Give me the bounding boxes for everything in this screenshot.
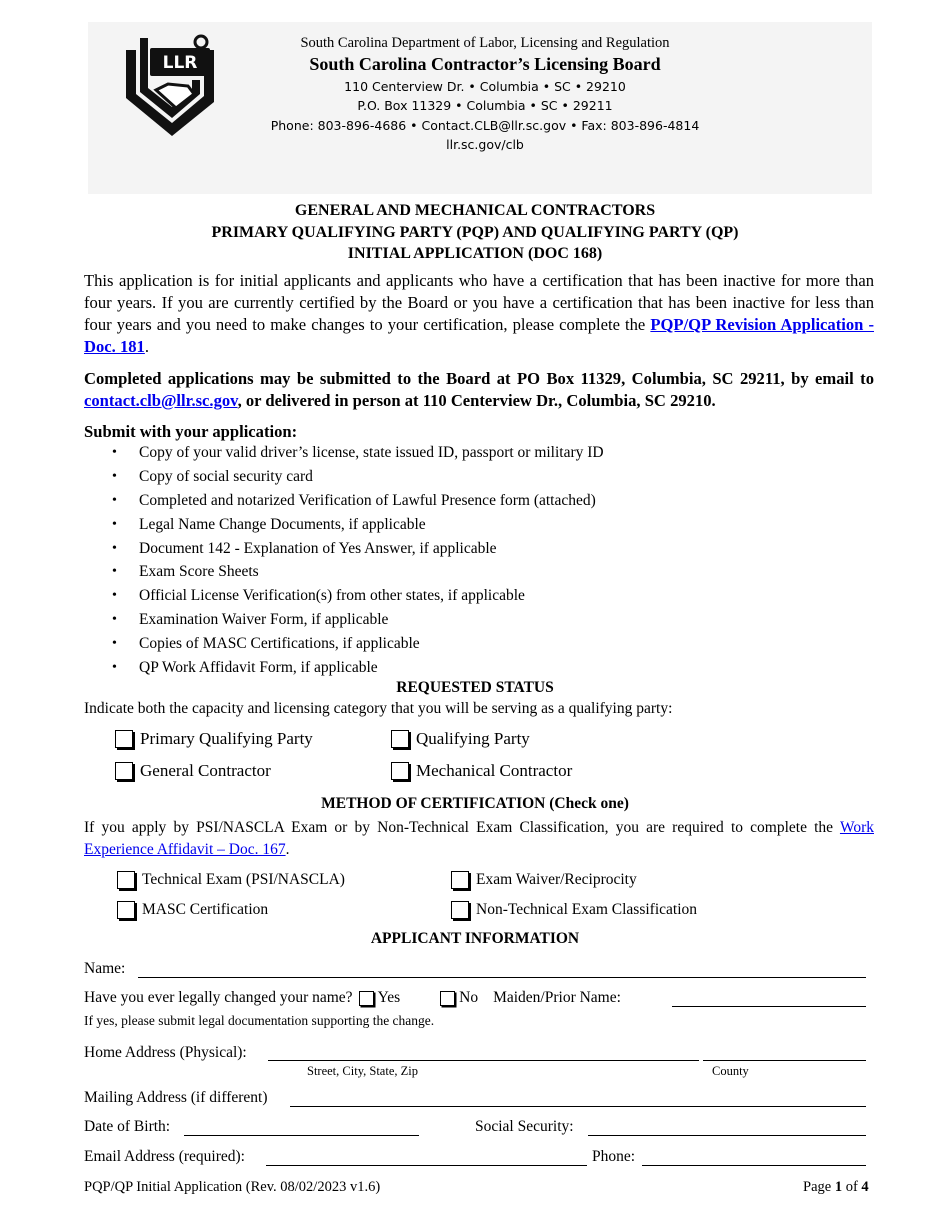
name-field[interactable] — [138, 977, 866, 978]
page-number: Page 1 of 4 — [803, 1179, 869, 1195]
name-label: Name: — [84, 960, 126, 977]
list-item: • Legal Name Change Documents, if applicable — [112, 515, 604, 539]
dob-field[interactable] — [184, 1135, 419, 1136]
name-change-yes-checkbox[interactable] — [359, 991, 374, 1006]
applicant-info-heading: APPLICANT INFORMATION — [370, 930, 580, 947]
intro-text: This application is for initial applicants and applicants who have a certification that has been inactive for more than four years. If you are currently certified by the Board or you have a certification that has been inactive for less than four years and you need to make changes to your certification, please complete the — [84, 271, 874, 334]
list-item: • QP Work Affidavit Form, if applicable — [112, 658, 604, 682]
required-documents-list — [112, 443, 604, 682]
list-item: • Copies of MASC Certifications, if applicable — [112, 634, 604, 658]
checkbox[interactable] — [391, 730, 409, 748]
website: llr.sc.gov/clb — [446, 137, 524, 152]
county-caption: County — [712, 1064, 749, 1078]
list-item: • Official License Verification(s) from other states, if applicable — [112, 586, 604, 610]
department-name: South Carolina Department of Labor, Licensing and Regulation — [300, 35, 670, 51]
email-field[interactable] — [266, 1165, 587, 1166]
name-change-note: If yes, please submit legal documentation supporting the change. — [84, 1013, 435, 1028]
board-email-link[interactable]: contact.clb@llr.sc.gov — [84, 391, 238, 410]
option-general-contractor[interactable]: General Contractor — [115, 761, 271, 781]
list-item: • Copy of your valid driver’s license, state issued ID, passport or military ID — [112, 443, 604, 467]
submission-instructions: Completed applications may be submitted to the Board at PO Box 11329, Columbia, SC 29211, by email to contact.clb@llr.sc.gov, or delivered in person at 110 Centerview Dr., Columbia, SC 29210. — [84, 369, 874, 410]
checkbox[interactable] — [115, 730, 133, 748]
list-item: • Completed and notarized Verification of Lawful Presence form (attached) — [112, 491, 604, 515]
option-non-technical-exam[interactable]: Non-Technical Exam Classification — [451, 901, 697, 919]
checkbox[interactable] — [451, 901, 469, 919]
requested-status-instruction: Indicate both the capacity and licensing category that you will be serving as a qualifying party: — [84, 700, 673, 717]
checkbox[interactable] — [117, 901, 135, 919]
phone-field[interactable] — [642, 1165, 866, 1166]
list-item: • Exam Score Sheets — [112, 562, 604, 586]
doc-title-line1: GENERAL AND MECHANICAL CONTRACTORS — [294, 202, 656, 219]
svg-text:LLR: LLR — [162, 53, 198, 73]
list-item: • Document 142 - Explanation of Yes Answer, if applicable — [112, 539, 604, 563]
maiden-name-label: Maiden/Prior Name: — [493, 989, 621, 1006]
mailing-address-field[interactable] — [290, 1106, 866, 1107]
doc-title-line2: PRIMARY QUALIFYING PARTY (PQP) AND QUALIFYING PARTY (QP) — [211, 224, 739, 241]
doc-title-line3: INITIAL APPLICATION (DOC 168) — [347, 245, 603, 262]
name-change-question-row: Have you ever legally changed your name? Yes No Maiden/Prior Name: — [84, 989, 621, 1006]
method-heading: METHOD OF CERTIFICATION (Check one) — [321, 795, 629, 812]
option-technical-exam[interactable]: Technical Exam (PSI/NASCLA) — [117, 871, 345, 889]
dob-label: Date of Birth: — [84, 1118, 171, 1135]
checkbox[interactable] — [391, 762, 409, 780]
home-address-field[interactable] — [268, 1060, 699, 1061]
name-change-no-checkbox[interactable] — [440, 991, 455, 1006]
method-instruction: If you apply by PSI/NASCLA Exam or by Non-Technical Exam Classification, you are required to complete the Work Experience Affidavit – Doc. 167. — [84, 819, 874, 858]
street-caption: Street, City, State, Zip — [307, 1064, 418, 1078]
submit-with-heading: Submit with your application: — [84, 422, 298, 441]
home-address-label: Home Address (Physical): — [84, 1044, 247, 1061]
option-primary-qualifying-party[interactable]: Primary Qualifying Party — [115, 729, 313, 749]
board-name: South Carolina Contractor’s Licensing Board — [309, 54, 661, 74]
checkbox[interactable] — [117, 871, 135, 889]
checkbox[interactable] — [115, 762, 133, 780]
llr-logo — [122, 32, 218, 140]
street-address: 110 Centerview Dr. • Columbia • SC • 29210 — [344, 79, 626, 94]
requested-status-heading: REQUESTED STATUS — [396, 679, 554, 696]
list-item: • Examination Waiver Form, if applicable — [112, 610, 604, 634]
checkbox[interactable] — [451, 871, 469, 889]
option-masc-certification[interactable]: MASC Certification — [117, 901, 268, 919]
footer-revision: PQP/QP Initial Application (Rev. 08/02/2023 v1.6) — [84, 1179, 381, 1195]
revision-application-link[interactable]: PQP/QP Revision Application - Doc. 181 — [84, 315, 874, 356]
phone-label: Phone: — [592, 1148, 636, 1165]
ssn-label: Social Security: — [475, 1118, 574, 1135]
maiden-name-field[interactable] — [672, 1006, 866, 1007]
ssn-field[interactable] — [588, 1135, 866, 1136]
email-label: Email Address (required): — [84, 1148, 245, 1165]
mailing-address-label: Mailing Address (if different) — [84, 1089, 268, 1106]
intro-paragraph: This application is for initial applicants and applicants who have a certification that has been inactive for more than four years. If you are currently certified by the Board or you have a certification that has been inactive for less than four years and you need to make changes to your certification, please complete the PQP/QP Revision Application - Doc. 181. — [84, 271, 874, 356]
list-item: • Copy of social security card — [112, 467, 604, 491]
po-box: P.O. Box 11329 • Columbia • SC • 29211 — [357, 98, 613, 113]
contact-line: Phone: 803-896-4686 • Contact.CLB@llr.sc.gov • Fax: 803-896-4814 — [270, 118, 700, 133]
work-experience-affidavit-link[interactable]: Work Experience Affidavit – Doc. 167 — [84, 819, 874, 858]
option-mechanical-contractor[interactable]: Mechanical Contractor — [391, 761, 572, 781]
option-exam-waiver[interactable]: Exam Waiver/Reciprocity — [451, 871, 637, 889]
county-field[interactable] — [703, 1060, 866, 1061]
option-qualifying-party[interactable]: Qualifying Party — [391, 729, 530, 749]
